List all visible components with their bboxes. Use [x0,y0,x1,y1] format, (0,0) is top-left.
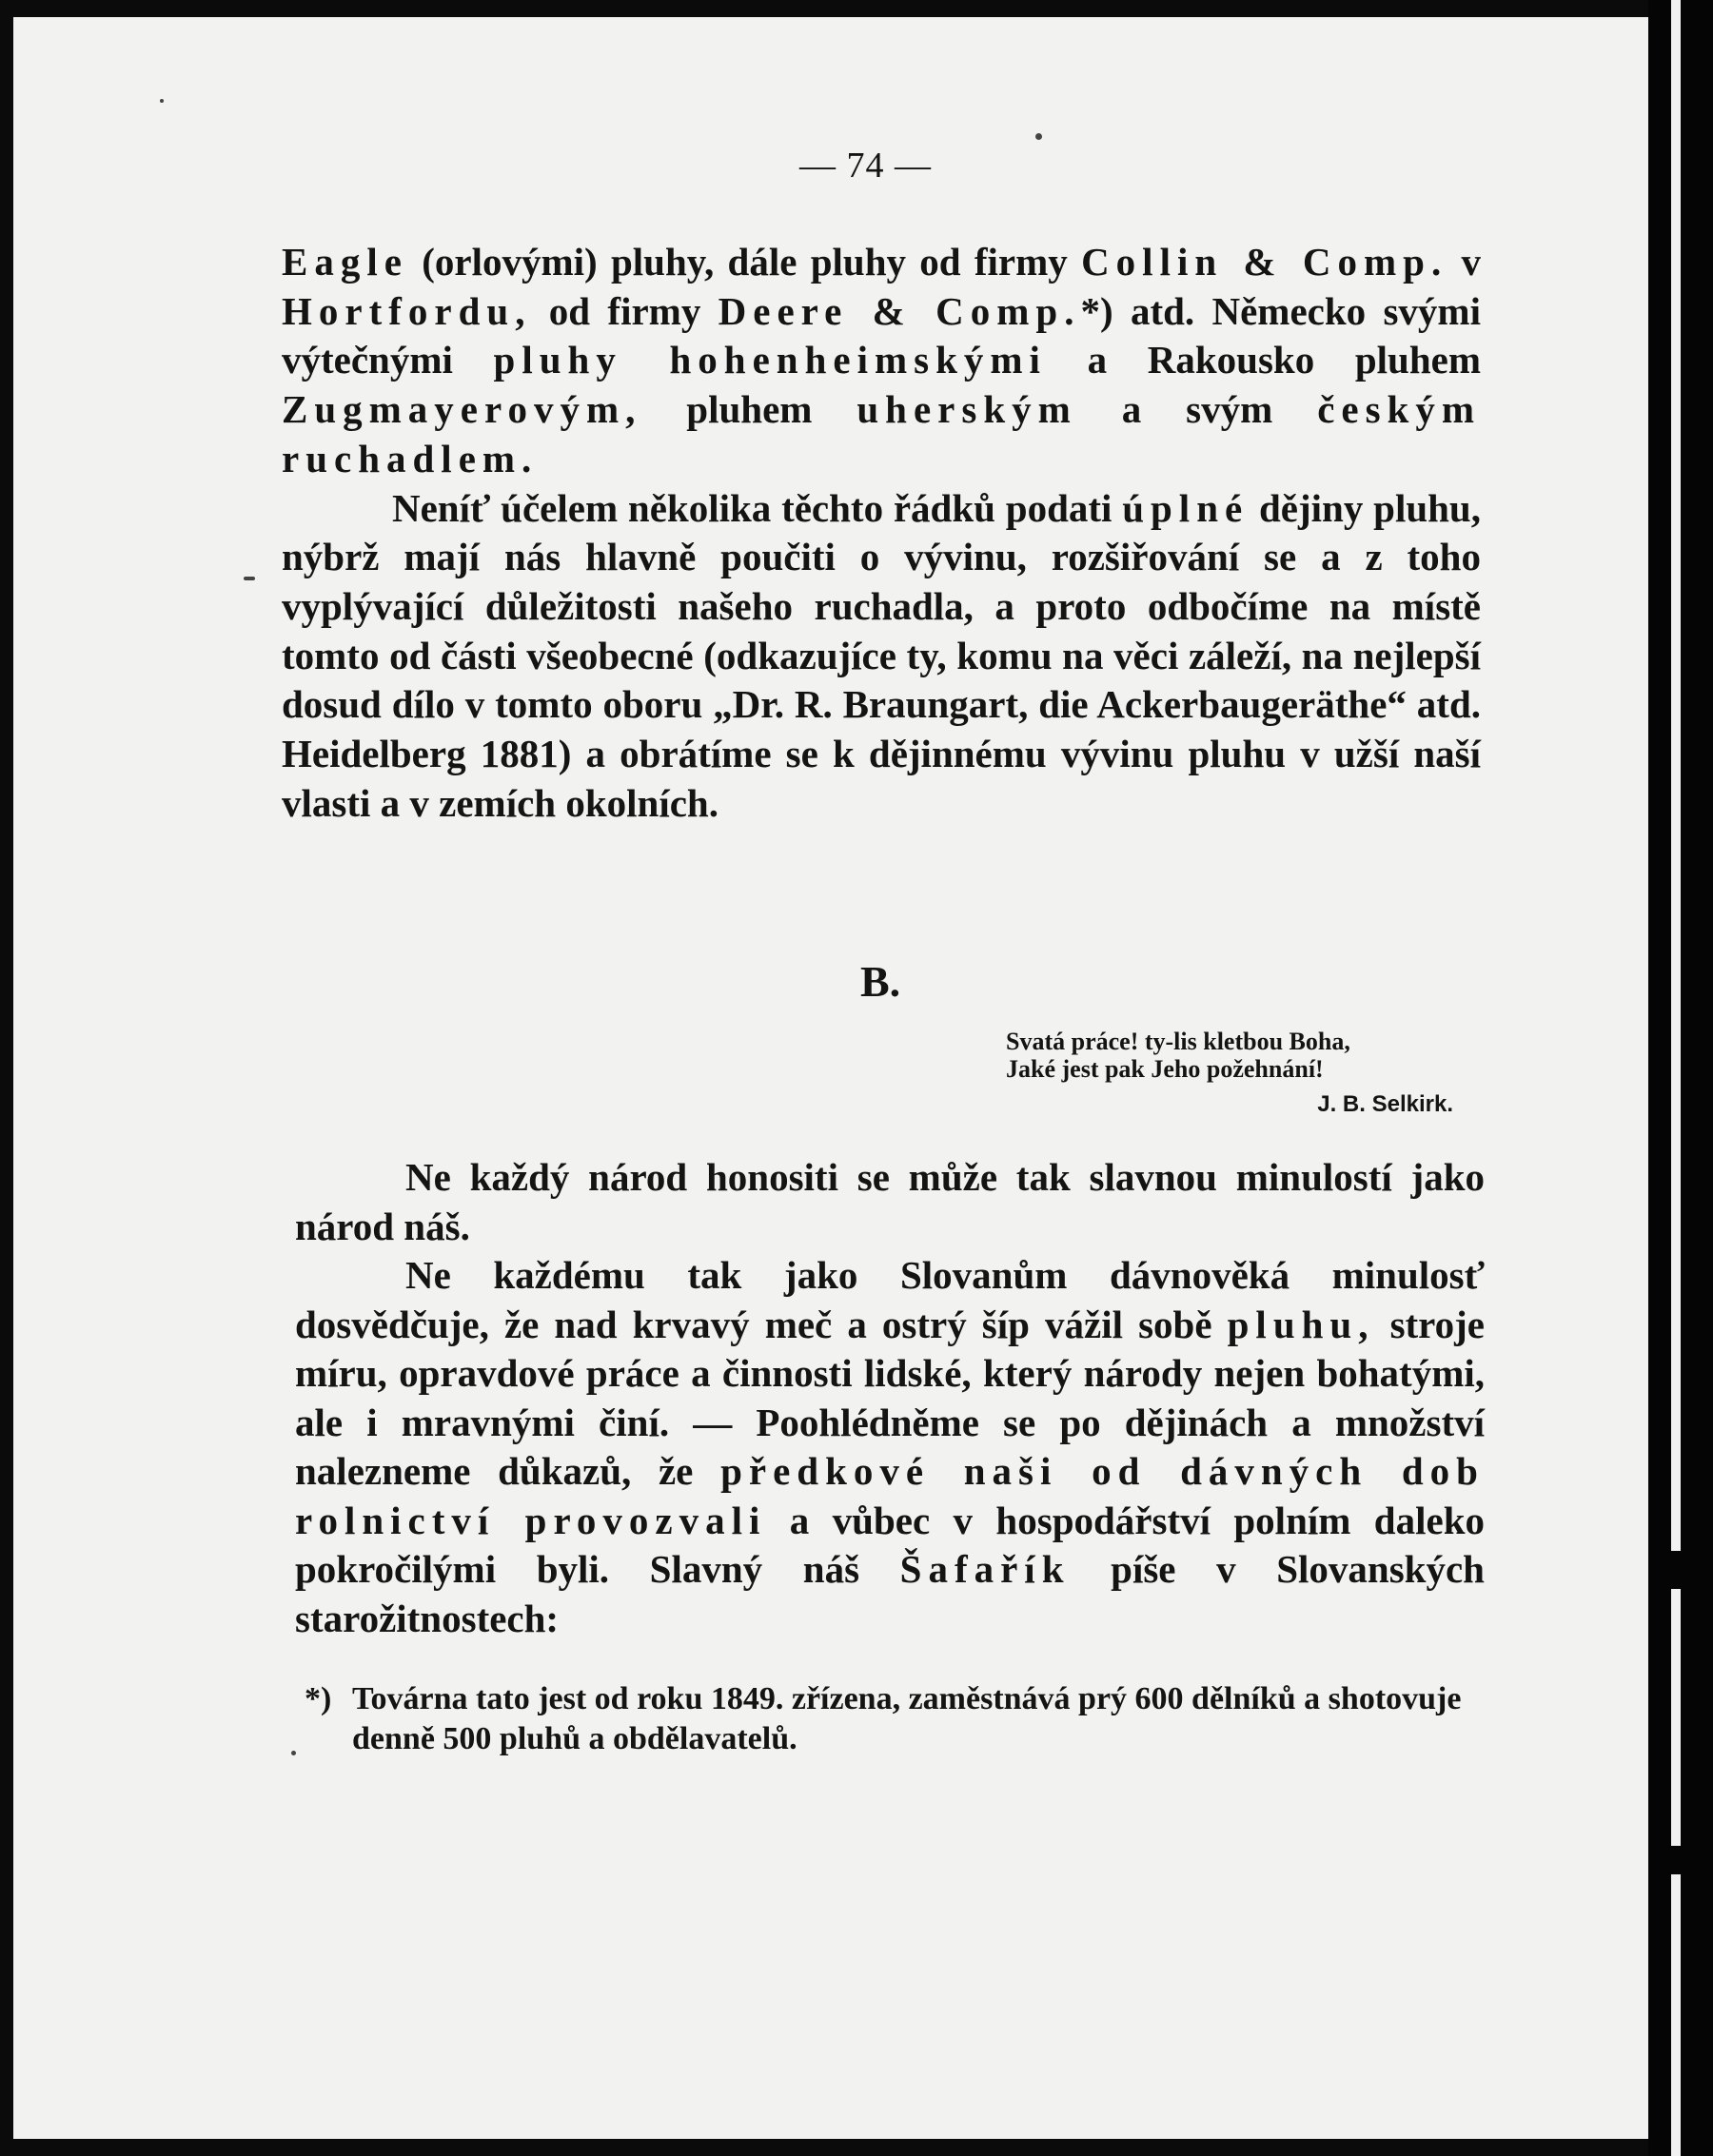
text-run: (orlovými) pluhy, dále pluhy od firmy [407,240,1082,284]
epigraph-line-1: Svatá práce! ty-lis kletbou Boha, [1006,1028,1350,1055]
paragraph [295,1153,1485,1251]
paragraph [282,238,1481,484]
emphasized-text: Hortfordu, [282,288,532,333]
scan-speck [160,99,164,103]
text-run: dějiny pluhu, nýbrž mají nás hlavně poučiti o vývinu, rozšiřování se a z toho vyplývající důležitosti našeho ruchadla, a proto odbočíme na místě tomto od části všeobecné (odkazujíce ty, komu na věci záleží, na nejlepší dosud dílo v tomto oboru „Dr. R. Braungart, die Ackerbaugeräthe“ atd. Heidelberg 1881) a obrátíme se k dějinnému vývinu pluhu v užší naší vlasti a v zemích okolních. [282,485,1481,825]
emphasized-text: českým ruchadlem. [282,387,1481,480]
paragraph [282,484,1481,829]
emphasized-text: Collin & Comp. [1081,240,1448,284]
body-text-top [282,238,1481,828]
text-run: pluhem [641,387,857,432]
page-edge-border [1648,0,1713,2156]
text-run: stroje míru, opravdové práce a činnosti lidské, který národy nejen bohatými, ale i mravnými činí. — Poohlédněme se po dějinách a množství nalezneme důkazů, že [295,1302,1485,1493]
text-run: píše v Slovanských starožitnostech: [295,1547,1485,1640]
epigraph-line-2: Jaké jest pak Jeho požehnání! [1006,1055,1324,1083]
text-run: v [1447,240,1481,284]
emphasized-text: pluhu, [1227,1302,1375,1346]
footnote-mark: *) [305,1681,332,1716]
emphasized-text: Šafařík [899,1547,1071,1591]
scan-speck [291,1751,296,1755]
emphasized-text: Zugmayerovým, [282,387,642,432]
scan-speck [244,577,255,580]
footnote-text: Továrna tato jest od roku 1849. zřízena, zaměstnává prý 600 dělníků a shotovuje denně 500 pluhů a obdělavatelů. [352,1681,1462,1756]
emphasized-text: Deere & Comp. [718,288,1081,333]
text-run: a vůbec v hospodářství polním daleko pokročilými byli. Slavný náš [295,1498,1485,1591]
edge-notch [1667,1551,1684,1589]
emphasized-text: Eagle [282,240,408,284]
text-run: Neníť účelem několika těchto řádků podati [392,485,1123,530]
scan-speck [1035,133,1042,140]
text-run: a Rakousko pluhem [1046,338,1482,382]
footnote [305,1679,1485,1759]
epigraph [1006,1028,1487,1118]
body-text-bottom [295,1153,1485,1643]
edge-notch [1667,1846,1684,1874]
emphasized-text: úplné [1122,485,1250,530]
text-run: od firmy [531,288,719,333]
text-run: *) atd. Německo svými výtečnými [282,288,1481,382]
epigraph-author: J. B. Selkirk. [1317,1091,1453,1117]
text-run: Ne každému tak jako Slovanům dávnověká minulosť dosvědčuje, že nad krvavý meč a ostrý šíp vážil sobě [295,1253,1485,1346]
emphasized-text: pluhy hohenheimskými [493,338,1047,382]
text-run: Ne každý národ honositi se může tak slavnou minulostí jako národ náš. [295,1155,1485,1248]
section-heading: B. [860,957,901,1006]
emphasized-text: předkové naši od dávných dob rolnictví provozvali [295,1449,1485,1542]
emphasized-text: uherským [856,387,1077,432]
page-number: — 74 — [799,146,932,186]
text-run: a svým [1076,387,1318,432]
paragraph [295,1251,1485,1643]
page-edge-line [1671,0,1681,2156]
